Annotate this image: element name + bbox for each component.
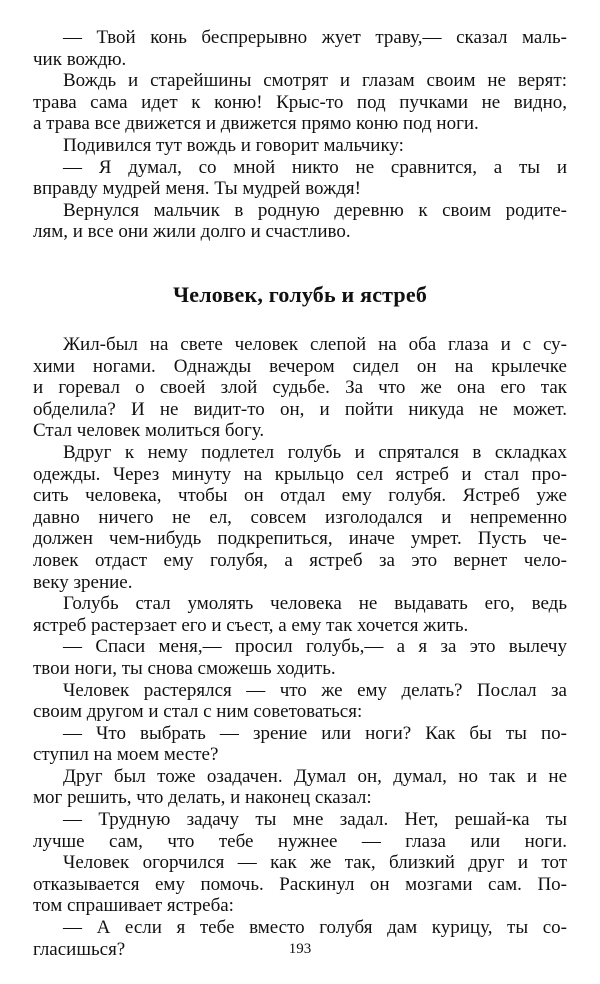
text-line: ступил на моем месте? bbox=[33, 744, 219, 766]
text-line: хими ногами. Однажды вечером сидел он на крылечке bbox=[33, 355, 567, 377]
page-number: 193 bbox=[288, 941, 312, 957]
text-line: Подивился тут вождь и говорит мальчику: bbox=[63, 134, 404, 156]
text-line: — Трудную задачу ты мне задал. Нет, решай-ка ты bbox=[63, 809, 567, 831]
text-line: отказывается ему помочь. Раскинул он мозгами сам. По- bbox=[33, 873, 567, 895]
text-line: лучше сам, что тебе нужнее — глаза или ноги. bbox=[33, 830, 567, 852]
text-line: Вернулся мальчик в родную деревню к своим родите- bbox=[63, 199, 567, 221]
text-line: лям, и все они жили долго и счастливо. bbox=[33, 221, 351, 243]
text-line: — Твой конь беспрерывно жует траву,— сказал маль- bbox=[63, 27, 567, 48]
text-line: должен чем-нибудь подкрепиться, иначе умрет. Пусть че- bbox=[33, 528, 567, 550]
text-line: одежды. Через минуту на крыльцо сел ястреб и стал про- bbox=[33, 463, 567, 485]
text-line: гласишься? bbox=[33, 938, 126, 960]
text-line: и горевал о своей злой судьбе. За что же она его так bbox=[33, 377, 567, 399]
text-line: веку зрение. bbox=[33, 571, 133, 593]
text-line: ловек отдаст ему голубя, а ястреб за это вернет чело- bbox=[33, 549, 567, 571]
text-line: том спрашивает ястреба: bbox=[33, 895, 234, 917]
text-line: вправду мудрей меня. Ты мудрей вождя! bbox=[33, 178, 361, 200]
text-line: Друг был тоже озадачен. Думал он, думал, но так и не bbox=[63, 765, 567, 787]
text-line: Стал человек молиться богу. bbox=[33, 420, 265, 442]
text-line: давно ничего не ел, совсем изголодался и непременно bbox=[33, 506, 567, 528]
text-line: а трава все движется и движется прямо коню под ноги. bbox=[33, 113, 479, 135]
text-line: своим другом и стал с ним советоваться: bbox=[33, 701, 363, 723]
text-line: трава сама идет к коню! Крыс-то под пучками не видно, bbox=[33, 91, 567, 113]
text-line: ястреб растерзает его и съест, а ему так хочется жить. bbox=[33, 614, 469, 636]
text-line: Вдруг к нему подлетел голубь и спрятался в складках bbox=[63, 441, 567, 463]
text-line: — Спаси меня,— просил голубь,— а я за это вылечу bbox=[63, 636, 567, 658]
text-line: мог решить, что делать, и наконец сказал: bbox=[33, 787, 372, 809]
text-line: Человек растерялся — что же ему делать? Послал за bbox=[63, 679, 567, 701]
text-line: Голубь стал умолять человека не выдавать его, ведь bbox=[63, 593, 567, 615]
text-line: чик вождю. bbox=[33, 48, 127, 70]
story-title: Человек, голубь и ястреб bbox=[172, 282, 428, 307]
previous-story-ending bbox=[33, 27, 567, 243]
story-body bbox=[33, 334, 567, 960]
text-line: — Я думал, со мной никто не сравнится, а ты и bbox=[63, 156, 567, 178]
text-line: сить человека, чтобы он отдал ему голубя. Ястреб уже bbox=[33, 485, 567, 507]
text-line: обделила? И не видит-то он, и пойти никуда не может. bbox=[33, 398, 567, 420]
text-line: Человек огорчился — как же так, близкий друг и тот bbox=[63, 852, 567, 874]
text-line: твои ноги, ты снова сможешь ходить. bbox=[33, 657, 336, 679]
text-line: Жил-был на свете человек слепой на оба глаза и с су- bbox=[63, 334, 567, 355]
text-line: — А если я тебе вместо голубя дам курицу, ты со- bbox=[63, 917, 567, 939]
text-line: — Что выбрать — зрение или ноги? Как бы ты по- bbox=[63, 722, 567, 744]
text-line: Вождь и старейшины смотрят и глазам своим не верят: bbox=[63, 70, 567, 92]
